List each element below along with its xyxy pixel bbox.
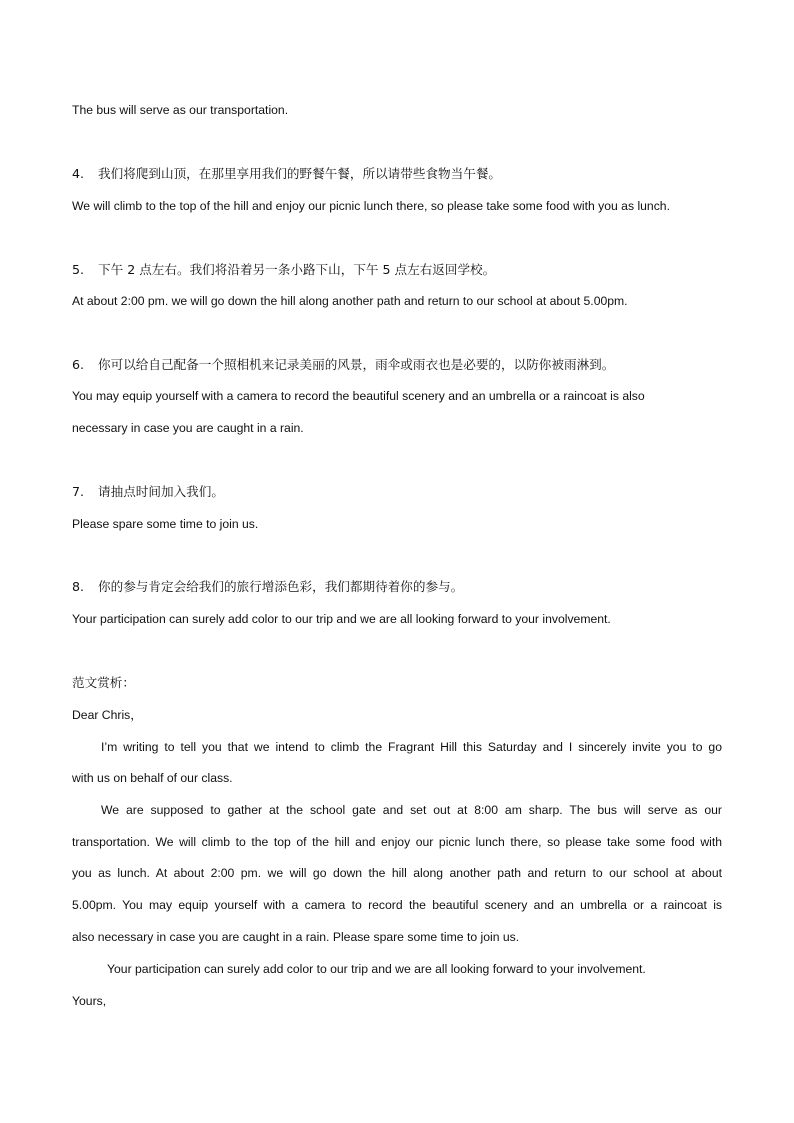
letter-greeting: Dear Chris， [72,708,143,722]
item-number: 5. [72,262,85,277]
chinese-sentence: 你可以给自己配备一个照相机来记录美丽的风景，雨伞或雨衣也是必要的，以防你被雨淋到。 [98,357,615,372]
para3: Your participation can surely add color to our trip and we are all looking forward to your involvement. [107,962,646,976]
item-number: 8. [72,579,85,594]
item-6-english-line-1: You may equip yourself with a camera to record the beautiful scenery and an umbrella or a raincoat is also [72,389,645,403]
para2-line-2: transportation. We will climb to the top of the hill and enjoy our picnic lunch there, so please take some food with [72,835,722,849]
item-number: 4. [72,166,85,181]
para1-line-1: I’m writing to tell you that we intend to climb the Fragrant Hill this Saturday and I sincerely invite you to go [101,740,722,754]
chinese-sentence: 下午 2 点左右。我们将沿着另一条小路下山，下午 5 点左右返回学校。 [98,262,496,277]
item-7-english: Please spare some time to join us. [72,517,259,531]
para1-line-2: with us on behalf of our class. [72,771,233,785]
para2-line-1: We are supposed to gather at the school gate and set out at 8:00 am sharp. The bus will serve as our [101,803,722,817]
chinese-sentence: 你的参与肯定会给我们的旅行增添色彩，我们都期待着你的参与。 [98,579,464,594]
item-number: 6. [72,357,85,372]
top-line: The bus will serve as our transportation. [72,103,289,117]
item-6-chinese [72,357,614,373]
para2-line-4: 5.00pm. You may equip yourself with a camera to record the beautiful scenery and an umbrella or a raincoat is [72,898,722,912]
item-5-english: At about 2:00 pm. we will go down the hill along another path and return to our school at about 5.00pm. [72,294,628,308]
item-number: 7. [72,484,85,499]
item-4-english: We will climb to the top of the hill and enjoy our picnic lunch there, so please take some food with you as lunch. [72,199,670,213]
chinese-sentence: 请抽点时间加入我们。 [98,484,224,499]
item-8-chinese [72,579,463,595]
para2-line-3: you as lunch. At about 2:00 pm. we will go down the hill along another path and return to our school at about [72,866,722,880]
letter-closing: Yours, [72,994,107,1008]
item-7-chinese [72,484,224,500]
item-4-chinese [72,166,501,182]
item-6-english-line-2: necessary in case you are caught in a rain. [72,421,304,435]
model-essay-heading: 范文赏析： [72,675,135,690]
item-5-chinese [72,262,495,278]
para2-line-5: also necessary in case you are caught in a rain. Please spare some time to join us. [72,930,520,944]
chinese-sentence: 我们将爬到山顶，在那里享用我们的野餐午餐，所以请带些食物当午餐。 [98,166,501,181]
item-8-english: Your participation can surely add color to our trip and we are all looking forward to your involvement. [72,612,611,626]
